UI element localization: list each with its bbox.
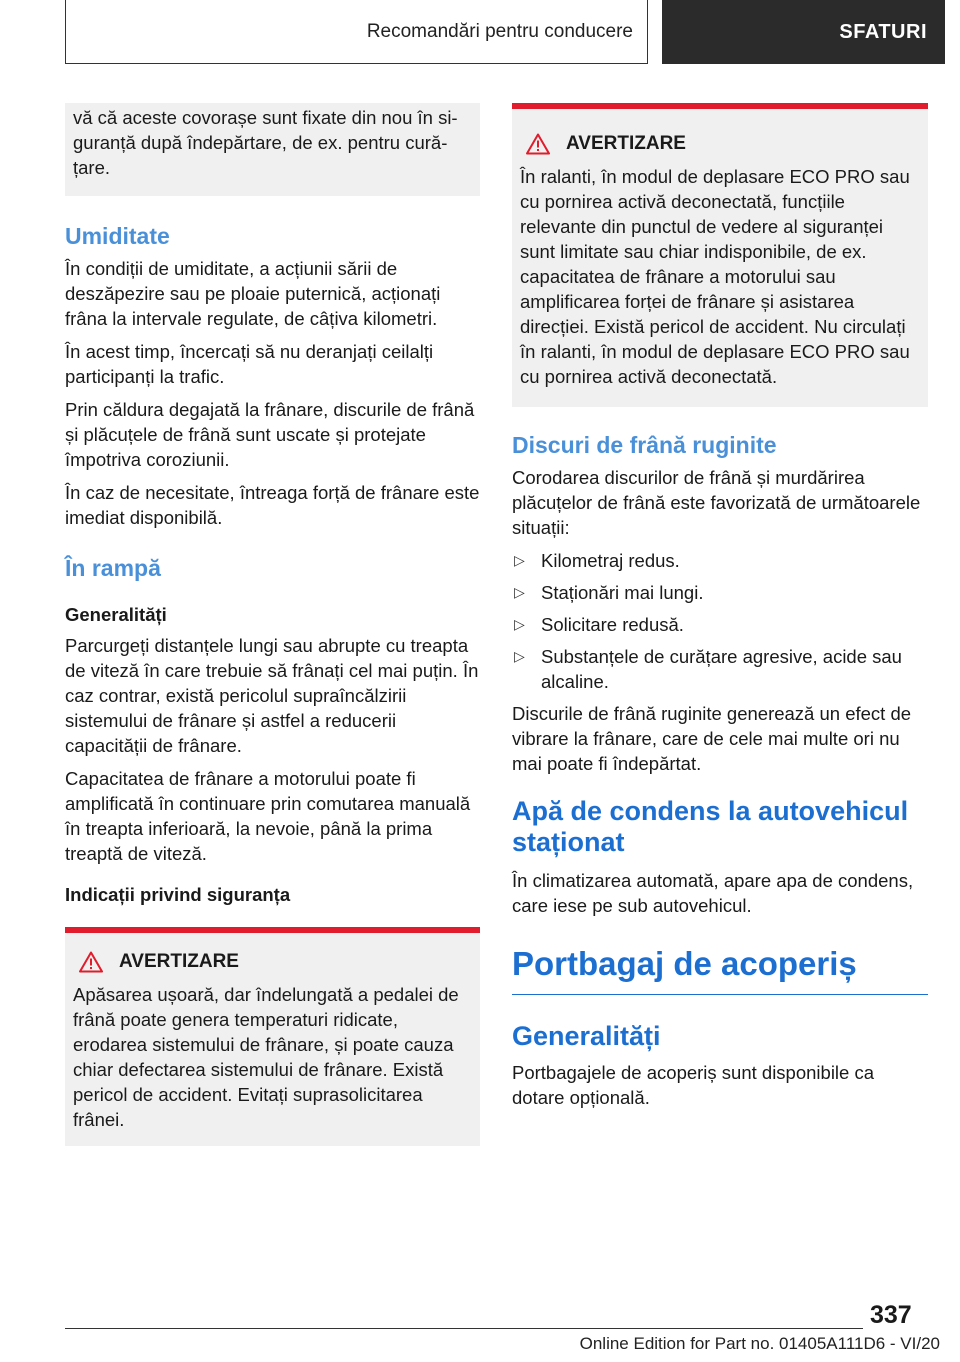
intro-box <box>65 103 480 196</box>
humidity-paragraph-1: În condiții de umiditate, a acțiunii sării de deszăpezire sau pe ploaie puternică, acționați frâna la intervale regulate, de câțiva kilometri. <box>65 258 441 329</box>
list-item: ▷ Staționări mai lungi. <box>514 582 704 603</box>
page-number: 337 <box>870 1301 912 1329</box>
left-column <box>65 103 480 1146</box>
ramp-paragraph-1: Parcurgeți distanțele lungi sau abrupte cu treapta de viteză în care trebuie să frânați cel mai puțin. În caz contrar, există pericolul supraîncălzirii sistemului de frânare și astfel a reducerii capacității de frânare. <box>65 635 479 756</box>
list-item: ▷ Kilometraj redus. <box>514 550 680 571</box>
header-chapter <box>662 0 945 64</box>
footer-divider <box>65 1328 863 1329</box>
left-warning-label: AVERTIZARE <box>119 951 239 972</box>
humidity-paragraph-3: Prin căldura degajată la frânare, discurile de frână și plăcuțele de frână sunt uscate și protejate împotriva coroziunii. <box>65 399 475 470</box>
header-section-title <box>65 0 648 64</box>
condens-heading: Apă de condens la autovehicul staționat <box>512 796 909 857</box>
humidity-paragraph-4: În caz de necesitate, întreaga forță de frânare este imediat disponibilă. <box>65 482 480 528</box>
humidity-paragraph-2: În acest timp, încercați să nu deranjați ceilalți participanți la trafic. <box>65 341 434 387</box>
roof-text: Portbagajele de acoperiș sunt disponibile ca dotare opțională. <box>512 1062 875 1108</box>
right-warning-box <box>512 103 928 407</box>
safety-heading: Indicații privind siguranța <box>65 884 291 905</box>
left-warning-text: Apăsarea ușoară, dar îndelungată a pedalei de frână poate genera temperaturi ridicate, erodarea sistemului de frânare, și poate cauza chiar defectarea sistemului de frânare. Există pericol de accident. Evitați suprasolicitarea frânei. <box>73 984 459 1130</box>
right-warning-label: AVERTIZARE <box>566 133 686 154</box>
humidity-heading: Umiditate <box>65 223 170 249</box>
ramp-paragraph-2: Capacitatea de frânare a motorului poate fi amplificată în continuare prin comutarea manuală în treapta inferioară, la nevoie, până la prima treaptă de viteză. <box>65 768 471 864</box>
list-item: ▷ Substanțele de curățare agresive, acide sau alcaline. <box>514 646 902 692</box>
ramp-heading: În rampă <box>65 555 161 581</box>
triangle-bullet-icon: ▷ <box>514 552 525 568</box>
left-warning-title <box>73 949 472 974</box>
intro-box-text: vă că aceste covorașe sunt fixate din nou în si-guranță după îndepărtare, de ex. pentru cură-țare. <box>73 107 458 178</box>
triangle-bullet-icon: ▷ <box>514 648 525 664</box>
roof-heading: Portbagaj de acoperiș <box>512 944 928 995</box>
condens-text: În climatizarea automată, apare apa de condens, care iese pe sub autovehicul. <box>512 870 914 916</box>
triangle-bullet-icon: ▷ <box>514 616 525 632</box>
rust-intro: Corodarea discurilor de frână și murdărirea plăcuțelor de frână este favorizată de următoarele situații: <box>512 467 921 538</box>
chapter-title: SFATURI <box>839 20 927 43</box>
list-item: ▷ Solicitare redusă. <box>514 614 684 635</box>
warning-triangle-icon <box>79 951 103 973</box>
warning-triangle-icon <box>526 133 550 155</box>
right-column <box>512 103 928 1118</box>
rust-list <box>512 548 928 694</box>
rust-heading: Discuri de frână ruginite <box>512 432 777 458</box>
left-warning-box <box>65 927 480 1146</box>
ramp-general-heading: Generalități <box>65 604 167 625</box>
triangle-bullet-icon: ▷ <box>514 584 525 600</box>
rust-outro: Discurile de frână ruginite generează un efect de vibrare la frânare, care de cele mai multe ori nu mai poate fi îndepărtat. <box>512 703 912 774</box>
right-warning-title <box>520 131 920 156</box>
right-warning-text: În ralanti, în modul de deplasare ECO PRO sau cu pornirea activă deconectată, funcțiile relevante din punctul de vedere al siguranței sunt limitate sau chiar indisponibile, de ex. capacitatea de frânare a motorului sau amplificarea forței de frânare și asistarea direcției. Există pericol de accident. Nu circulați în ralanti, în modul de deplasare ECO PRO sau cu pornirea activă deconectată. <box>520 166 910 387</box>
footer-edition: Online Edition for Part no. 01405A111D6 - VI/20 <box>579 1334 940 1353</box>
roof-general-heading: Generalități <box>512 1021 661 1051</box>
section-title: Recomandări pentru conducere <box>366 20 633 42</box>
